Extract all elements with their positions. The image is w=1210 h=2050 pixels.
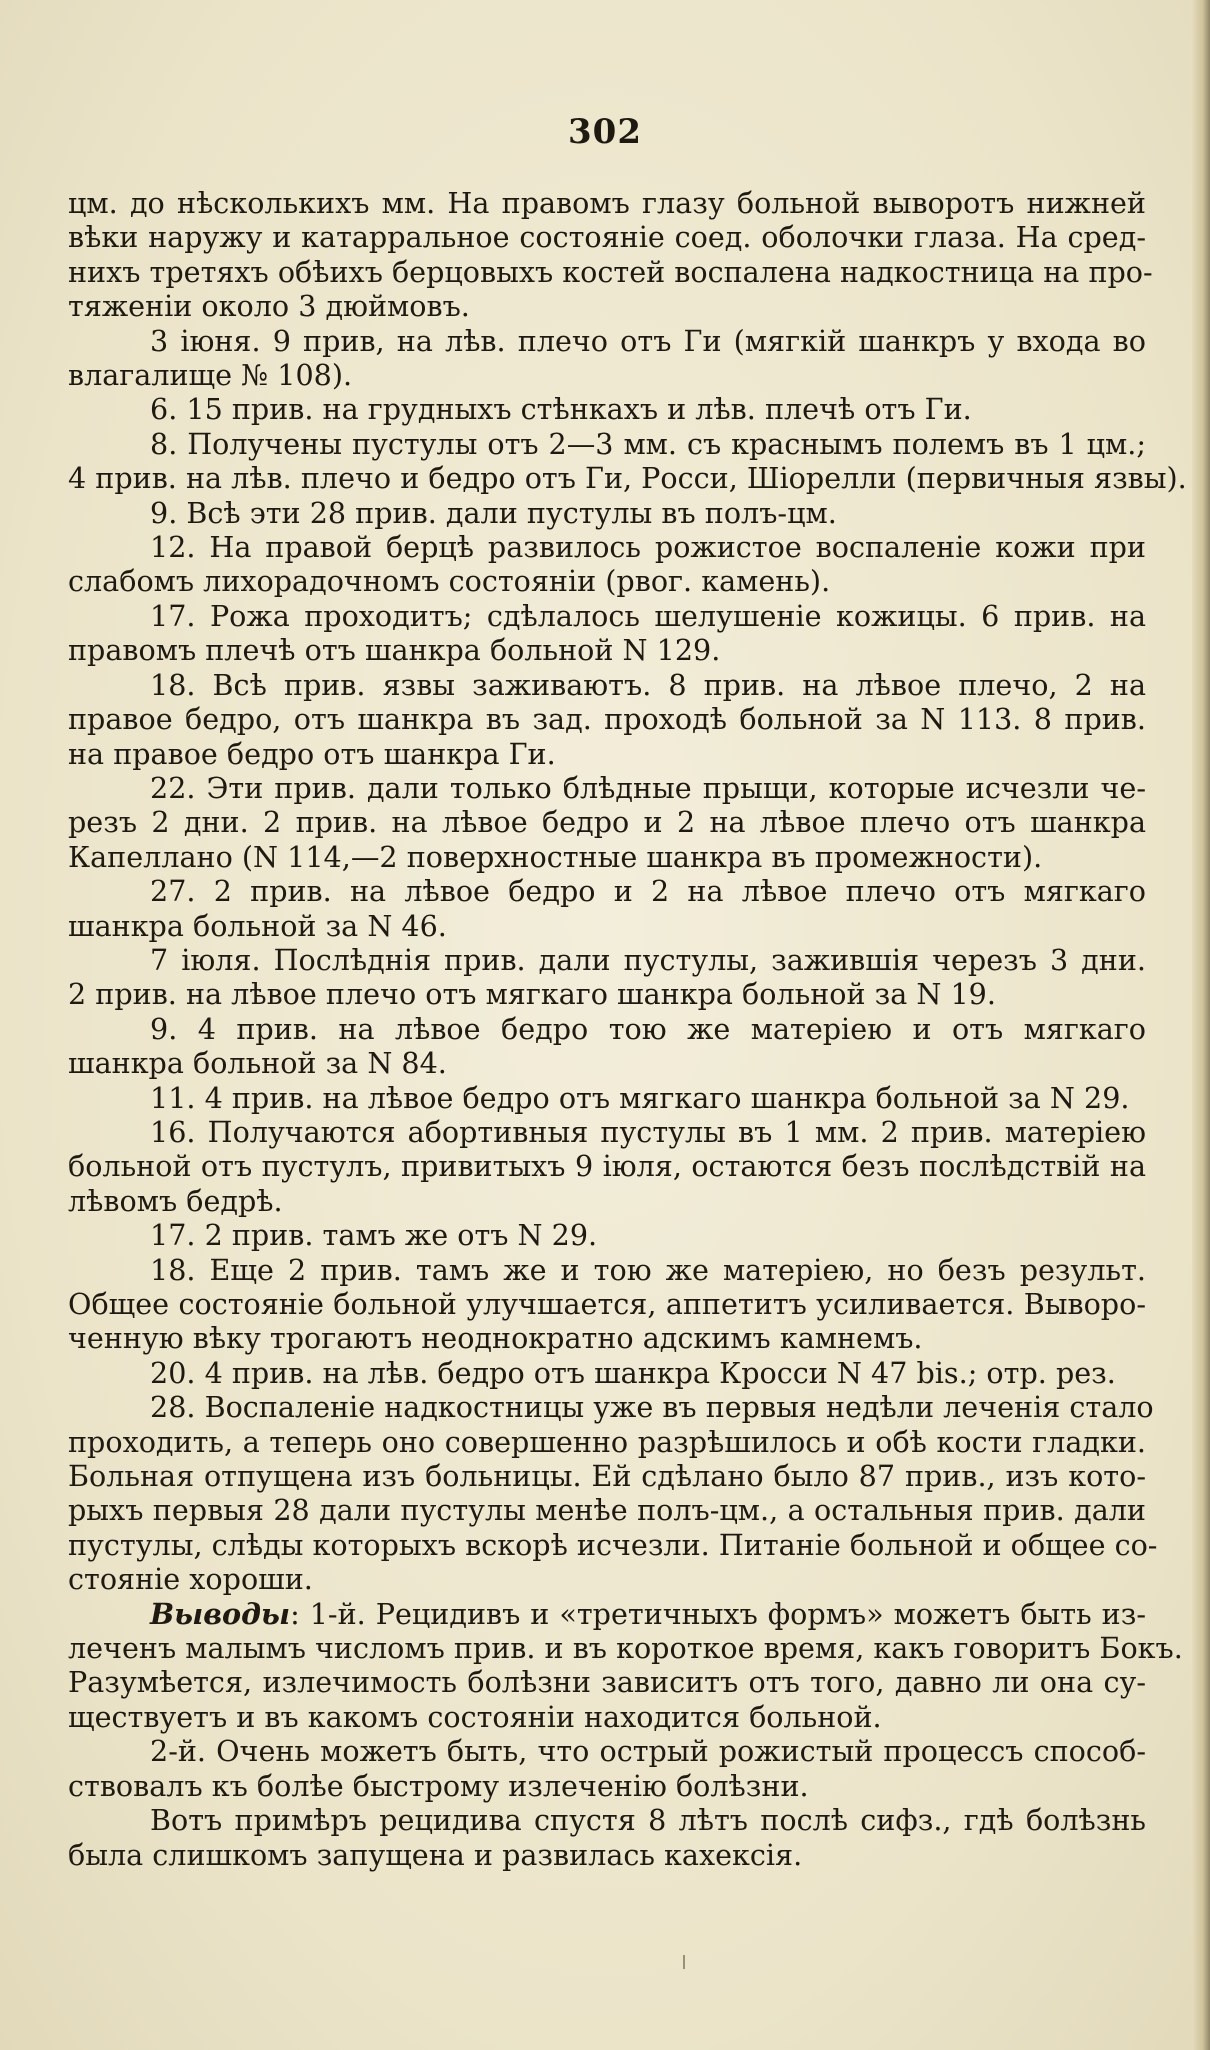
- text-line: Общее состоянiе больной улучшается, аппетитъ усиливается. Выворо-: [68, 1287, 1146, 1321]
- text-line: леченъ малымъ числомъ прив. и въ короткое время, какъ говоритъ Бокъ.: [68, 1631, 1183, 1666]
- body-text: [68, 186, 1187, 1872]
- paragraph: [68, 530, 1146, 599]
- text-line-rest: : 1-й. Рецидивъ и «третичныхъ формъ» можетъ быть из-: [290, 1596, 1146, 1631]
- text-line: 2-й. Очень можетъ быть, что острый рожистый процессъ способ-: [150, 1734, 1146, 1769]
- text-line: нихъ третяхъ обѣихъ берцовыхъ костей воспалена надкостница на про-: [68, 254, 1153, 289]
- text-line: проходить, а теперь оно совершенно разрѣшилось и обѣ кости гладки.: [68, 1424, 1146, 1459]
- text-line: больной отъ пустулъ, привитыхъ 9 iюля, остаются безъ послѣдствiй на: [68, 1149, 1146, 1184]
- paragraph: [68, 943, 1146, 1012]
- text-line: вѣки наружу и катарральное состоянiе соед. оболочки глаза. На сред-: [68, 220, 1146, 255]
- text-line: Больная отпущена изъ больницы. Ей сдѣлано было 87 прив., изъ кото-: [68, 1459, 1146, 1494]
- text-line: слабомъ лихорадочномъ состоянiи (рвог. камень).: [68, 564, 831, 599]
- text-line: ствовалъ къ болѣе быстрому излеченiю болѣзни.: [68, 1768, 809, 1803]
- text-line: 2 прив. на лѣвое плечо отъ мягкаго шанкра больной за N 19.: [68, 977, 996, 1012]
- page-edge: [1192, 0, 1210, 2050]
- paragraph: [68, 426, 1187, 496]
- text-line: шанкра больной за N 46.: [68, 908, 447, 943]
- paragraph: [68, 324, 1146, 393]
- paragraph: [68, 1390, 1158, 1597]
- paragraph: [68, 496, 1146, 530]
- text-line: 9. 4 прив. на лѣвое бедро тою же матерiею и отъ мягкаго: [150, 1011, 1146, 1046]
- text-line: Капеллано (N 114,—2 поверхностные шанкра въ промежности).: [68, 839, 1043, 874]
- text-line: ществуетъ и въ какомъ состоянiи находится больной.: [68, 1699, 882, 1734]
- paragraph: [68, 1218, 1146, 1252]
- text-line: влагалище № 108).: [68, 358, 353, 393]
- text-line: 3 iюня. 9 прив, на лѣв. плечо отъ Ги (мягкiй шанкръ у входа во: [150, 323, 1146, 358]
- paragraph: [68, 1081, 1146, 1115]
- text-line: пустулы, слѣды которыхъ вскорѣ исчезли. Питанiе больной и общее со-: [68, 1527, 1158, 1562]
- paragraph: [68, 599, 1146, 668]
- text-line: правомъ плечѣ отъ шанкра больной N 129.: [68, 633, 721, 668]
- text-line: 11. 4 прив. на лѣвое бедро отъ мягкаго шанкра больной за N 29.: [150, 1080, 1130, 1115]
- text-line: цм. до нѣсколькихъ мм. На правомъ глазу больной выворотъ нижней: [68, 186, 1146, 220]
- text-line: тяженiи около 3 дюймовъ.: [68, 289, 470, 324]
- text-line: была слишкомъ запущена и развилась кахексiя.: [68, 1837, 803, 1872]
- paragraph: [68, 1253, 1146, 1356]
- paragraph: [68, 1596, 1183, 1735]
- text-line: 9. Всѣ эти 28 прив. дали пустулы въ полъ-цм.: [150, 495, 837, 530]
- text-line: 18. Еще 2 прив. тамъ же и тою же матерiею, но безъ результ.: [150, 1252, 1146, 1287]
- page-number: 302: [568, 112, 642, 152]
- text-line: [68, 1597, 1146, 1631]
- text-line: 8. Получены пустулы отъ 2—3 мм. съ краснымъ полемъ въ 1 цм.;: [150, 426, 1146, 461]
- print-mark: [683, 1955, 685, 1969]
- paragraph: [68, 771, 1146, 874]
- paragraph: [68, 874, 1146, 943]
- text-line: 16. Получаются абортивныя пустулы въ 1 мм. 2 прив. матерiею: [150, 1114, 1146, 1149]
- text-line: стоянiе хороши.: [68, 1562, 313, 1597]
- text-line: 20. 4 прив. на лѣв. бедро отъ шанкра Кросси N 47 bis.; отр. рез.: [150, 1355, 1116, 1390]
- paragraph: [68, 186, 1153, 324]
- text-line: 28. Воспаленiе надкостницы уже въ первыя недѣли леченiя стало: [150, 1390, 1154, 1425]
- paragraph: [68, 1356, 1146, 1390]
- text-line: на правое бедро отъ шанкра Ги.: [68, 736, 556, 771]
- text-line: 7 iюля. Послѣднiя прив. дали пустулы, зажившiя черезъ 3 дни.: [150, 942, 1146, 977]
- text-line: 27. 2 прив. на лѣвое бедро и 2 на лѣвое плечо отъ мягкаго: [150, 874, 1146, 909]
- text-line: правое бедро, отъ шанкра въ зад. проходѣ больной за N 113. 8 прив.: [68, 702, 1146, 737]
- text-line: 22. Эти прив. дали только блѣдные прыщи, которые исчезли че-: [150, 770, 1146, 805]
- text-line: 6. 15 прив. на грудныхъ стѣнкахъ и лѣв. плечѣ отъ Ги.: [150, 392, 972, 427]
- text-line: 17. 2 прив. тамъ же отъ N 29.: [150, 1218, 598, 1253]
- text-line: лѣвомъ бедрѣ.: [68, 1183, 283, 1218]
- text-line: Вотъ примѣръ рецидива спустя 8 лѣтъ послѣ сифз., гдѣ болѣзнь: [150, 1803, 1146, 1838]
- text-line: рыхъ первыя 28 дали пустулы менѣе полъ-цм., а остальныя прив. дали: [68, 1493, 1146, 1528]
- text-line: ченную вѣку трогаютъ неоднократно адскимъ камнемъ.: [68, 1321, 923, 1356]
- text-line: шанкра больной за N 84.: [68, 1046, 447, 1081]
- paragraph: [68, 1734, 1146, 1803]
- paragraph: [68, 1803, 1146, 1872]
- paragraph: [68, 668, 1146, 771]
- text-line: 17. Рожа проходитъ; сдѣлалось шелушенiе кожицы. 6 прив. на: [150, 598, 1146, 633]
- paragraph: [68, 1012, 1146, 1081]
- text-line: Разумѣется, излечимость болѣзни зависитъ отъ того, давно ли она су-: [68, 1665, 1146, 1700]
- section-lead: Выводы: [150, 1596, 291, 1631]
- paragraph: [68, 1115, 1146, 1218]
- text-line: резъ 2 дни. 2 прив. на лѣвое бедро и 2 на лѣвое плечо отъ шанкра: [68, 805, 1146, 840]
- text-line: 4 прив. на лѣв. плечо и бедро отъ Ги, Росси, Шiорелли (первичныя язвы).: [68, 461, 1187, 496]
- text-line: 18. Всѣ прив. язвы заживаютъ. 8 прив. на лѣвое плечо, 2 на: [150, 667, 1146, 702]
- paragraph: [68, 392, 1146, 426]
- text-line: 12. На правой берцѣ развилось рожистое воспаленiе кожи при: [150, 530, 1146, 565]
